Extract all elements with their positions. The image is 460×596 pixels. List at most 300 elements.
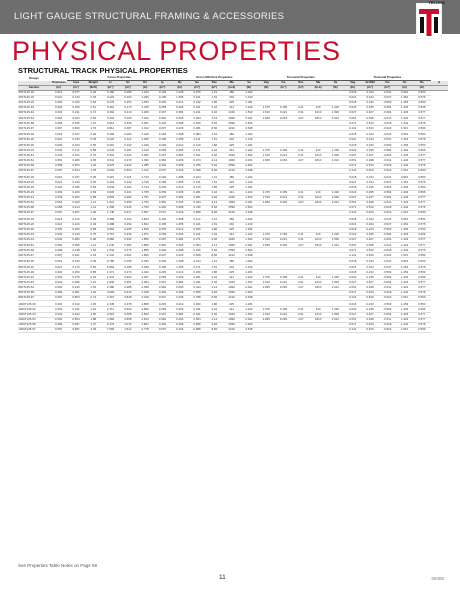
value-cell: 1.455 — [171, 138, 188, 143]
value-cell: 1.91 — [85, 290, 102, 295]
subheader-cell: Thickness — [51, 80, 66, 85]
value-cell: 0.577 — [413, 317, 430, 322]
value-cell: 2.367 — [136, 275, 153, 280]
value-cell: 0.60 — [85, 265, 102, 270]
value-cell: 2.42 — [206, 275, 223, 280]
value-cell: 0.161 — [188, 105, 205, 110]
value-cell: 414 — [223, 275, 240, 280]
value-cell: 0.566 — [413, 275, 430, 280]
value-cell: 204 — [223, 138, 240, 143]
value-cell: 2590 — [223, 290, 240, 295]
value-cell: 2.813 — [136, 317, 153, 322]
value-cell: 0.159 — [275, 232, 292, 237]
value-cell: 1.133 — [240, 265, 257, 270]
value-cell: 1.220 — [327, 148, 344, 153]
value-cell: 0.071 — [344, 205, 361, 210]
value-cell: 0.577 — [413, 110, 430, 115]
value-cell: 1.385 — [136, 163, 153, 168]
value-cell: 0.335 — [361, 275, 378, 280]
value-cell: 1.133 — [240, 222, 257, 227]
value-cell: 0.440 — [154, 248, 171, 253]
value-cell: 1.222 — [240, 105, 257, 110]
value-cell: 0.284 — [67, 238, 84, 243]
value-cell: 0.141 — [344, 168, 361, 173]
value-cell: 0.097 — [50, 210, 67, 215]
value-cell: 0.384 — [171, 110, 188, 115]
value-cell: 0.577 — [413, 312, 430, 317]
value-cell: 1.541 — [102, 275, 119, 280]
value-cell: 0.068 — [50, 163, 67, 168]
value-cell: 2.820 — [136, 307, 153, 312]
value-cell: 1.404 — [396, 232, 413, 237]
value-cell: 0.803 — [102, 195, 119, 200]
value-cell: 0.407 — [361, 238, 378, 243]
value-cell: 0.112 — [119, 138, 136, 143]
value-cell: 0.245 — [154, 185, 171, 190]
value-cell: 0.448 — [67, 248, 84, 253]
value-cell: 0.222 — [119, 153, 136, 158]
value-cell: 1.453 — [396, 302, 413, 307]
value-cell: 4210 — [223, 210, 240, 215]
value-cell: 1.022 — [240, 218, 257, 223]
value-cell: -0.547 — [379, 265, 396, 270]
value-cell: 1.500 — [327, 312, 344, 317]
section-name-cell: 400T125-54 — [18, 158, 50, 163]
value-cell: 0.261 — [188, 275, 205, 280]
value-cell: -0.604 — [379, 110, 396, 115]
value-cell: 1.21 — [206, 175, 223, 180]
value-cell: 0.221 — [275, 280, 292, 285]
value-cell: 0.230 — [188, 270, 205, 275]
value-cell: 414 — [223, 105, 240, 110]
value-cell: 0.412 — [171, 185, 188, 190]
value-cell: -0.563 — [379, 100, 396, 105]
value-cell: 4.14 — [206, 200, 223, 205]
value-cell: 0.498 — [361, 116, 378, 121]
value-cell: 0.033 — [50, 105, 67, 110]
value-cell: 0.426 — [171, 295, 188, 300]
value-cell: 3.648 — [240, 126, 257, 131]
value-cell: 410 — [309, 275, 326, 280]
value-cell: 0.325 — [188, 121, 205, 126]
value-cell: 0.330 — [119, 121, 136, 126]
value-cell: 0.576 — [413, 290, 430, 295]
value-cell: 0.858 — [119, 317, 136, 322]
value-cell: 0.344 — [361, 95, 378, 100]
value-cell: 1.404 — [396, 148, 413, 153]
value-cell: 1.455 — [171, 265, 188, 270]
value-cell: 0.637 — [154, 210, 171, 215]
value-cell — [275, 327, 292, 332]
value-cell: 0.440 — [154, 163, 171, 168]
value-cell: -0.618 — [379, 248, 396, 253]
value-cell: 1.500 — [327, 238, 344, 243]
value-cell: 1.12 — [85, 200, 102, 205]
value-cell: 0.159 — [275, 190, 292, 195]
value-cell: 1.86 — [206, 100, 223, 105]
value-cell: 0.503 — [119, 168, 136, 173]
value-cell: 1.424 — [396, 158, 413, 163]
unit-cell: (in) — [171, 85, 188, 90]
value-cell: 0.221 — [275, 312, 292, 317]
value-cell: 0.598 — [188, 210, 205, 215]
value-cell: 0.576 — [413, 95, 430, 100]
value-cell: 0.354 — [188, 243, 205, 248]
value-cell: 1.181 — [240, 227, 257, 232]
value-cell: 0.487 — [119, 126, 136, 131]
value-cell: 1.376 — [258, 105, 275, 110]
value-cell: 0.307 — [154, 312, 171, 317]
value-cell: 410 — [309, 232, 326, 237]
value-cell: 1.500 — [327, 110, 344, 115]
value-cell: 1.424 — [396, 243, 413, 248]
value-cell: 0.051 — [344, 158, 361, 163]
unit-cell: (lb/ft) — [85, 85, 102, 90]
subheader-cell: Ixe — [275, 81, 292, 86]
value-cell: 1.393 — [136, 153, 153, 158]
value-cell: 0.054 — [50, 158, 67, 163]
value-cell: 0.022 — [344, 148, 361, 153]
value-cell: 0.033 — [50, 148, 67, 153]
value-cell: 1.442 — [396, 163, 413, 168]
value-cell: 1.021 — [102, 200, 119, 205]
section-name-cell: 362T125-68 — [18, 121, 50, 126]
value-cell: 2.021 — [240, 200, 257, 205]
value-cell: 1040 — [223, 312, 240, 317]
unit-cell: (in⁴) — [102, 85, 119, 90]
value-cell: 0.116 — [119, 175, 136, 180]
value-cell: 4.07 — [292, 116, 309, 121]
value-cell: 0.018 — [344, 185, 361, 190]
value-cell: -0.618 — [379, 163, 396, 168]
value-cell: 1.376 — [258, 275, 275, 280]
value-cell: 1.404 — [396, 307, 413, 312]
section-name-cell: 550T125-54 — [18, 200, 50, 205]
value-cell: 1.21 — [85, 243, 102, 248]
value-cell: -0.594 — [379, 190, 396, 195]
value-cell: 0.96 — [85, 238, 102, 243]
value-cell: 0.159 — [275, 275, 292, 280]
value-cell: -0.604 — [379, 238, 396, 243]
value-cell: 0.250 — [67, 270, 84, 275]
value-cell: 0.440 — [154, 121, 171, 126]
value-cell: 1.20 — [85, 163, 102, 168]
value-cell: 1.398 — [171, 260, 188, 265]
value-cell: 2.021 — [240, 243, 257, 248]
value-cell: 0.331 — [188, 280, 205, 285]
value-cell: 5.62 — [206, 290, 223, 295]
value-cell: 0.245 — [154, 227, 171, 232]
unit-cell: (lb) — [258, 85, 275, 90]
value-cell: 2.021 — [327, 158, 344, 163]
value-cell: 0.150 — [67, 105, 84, 110]
value-cell: 0.426 — [171, 210, 188, 215]
value-cell: 0.261 — [188, 195, 205, 200]
section-name-cell: 400T125-33 — [18, 148, 50, 153]
value-cell: 0.553 — [413, 270, 430, 275]
value-cell: 0.068 — [50, 248, 67, 253]
value-cell: 1.376 — [258, 148, 275, 153]
value-cell: 0.076 — [188, 90, 205, 95]
section-name-cell: 800T125-18 — [18, 260, 50, 265]
value-cell: 1.516 — [258, 280, 275, 285]
unit-cell: (in⁴) — [275, 85, 292, 90]
value-cell: 0.398 — [171, 163, 188, 168]
value-cell: 0.405 — [171, 200, 188, 205]
value-cell: -0.547 — [379, 222, 396, 227]
value-cell: 410 — [309, 190, 326, 195]
value-cell: 1.86 — [206, 270, 223, 275]
value-cell: 180 — [223, 90, 240, 95]
value-cell: 180 — [223, 260, 240, 265]
value-cell: 2.348 — [136, 290, 153, 295]
value-cell: 0.221 — [275, 153, 292, 158]
value-cell: 4.07 — [292, 158, 309, 163]
value-cell: 0.205 — [119, 227, 136, 232]
value-cell: 0.391 — [119, 280, 136, 285]
value-cell: 3.39 — [85, 327, 102, 332]
value-cell: 0.221 — [275, 110, 292, 115]
value-cell: 1.429 — [136, 143, 153, 148]
value-cell: 0.543 — [361, 121, 378, 126]
value-cell: 1.376 — [258, 232, 275, 237]
value-cell: 2.524 — [240, 205, 257, 210]
value-cell: 8.66 — [206, 210, 223, 215]
value-cell: 0.021 — [344, 95, 361, 100]
value-cell: 1.522 — [240, 238, 257, 243]
value-cell: 1.354 — [136, 100, 153, 105]
value-cell: 0.027 — [344, 312, 361, 317]
unit-cell: (in⁴) — [188, 85, 205, 90]
value-cell: 0.576 — [413, 138, 430, 143]
value-cell: 0.245 — [154, 270, 171, 275]
value-cell: 0.107 — [67, 175, 84, 180]
group-header-gross: Gross Properties — [67, 76, 171, 81]
value-cell: 4210 — [223, 126, 240, 131]
value-cell: -0.641 — [379, 260, 396, 265]
value-cell: 225 — [223, 185, 240, 190]
value-cell: 2.42 — [206, 105, 223, 110]
value-cell: 0.171 — [188, 265, 205, 270]
value-cell: 1010 — [309, 153, 326, 158]
value-cell: 410 — [309, 105, 326, 110]
value-cell: 180 — [223, 175, 240, 180]
value-cell: 204 — [223, 95, 240, 100]
value-cell: 0.398 — [171, 121, 188, 126]
value-cell: -0.611 — [379, 285, 396, 290]
value-cell: 1010 — [309, 195, 326, 200]
section-name-cell: 800T125-33 — [18, 275, 50, 280]
value-cell: 0.543 — [361, 248, 378, 253]
value-cell: 0.398 — [171, 248, 188, 253]
value-cell: 0.63 — [85, 185, 102, 190]
value-cell: 0.810 — [361, 253, 378, 258]
value-cell: 0.156 — [102, 90, 119, 95]
value-cell: 1.398 — [171, 133, 188, 138]
value-cell: 1.268 — [102, 205, 119, 210]
value-cell: 0.027 — [344, 110, 361, 115]
value-cell: -0.594 — [379, 232, 396, 237]
value-cell: 1.424 — [396, 317, 413, 322]
value-cell: 3.31 — [292, 238, 309, 243]
value-cell: -0.563 — [379, 302, 396, 307]
value-cell: 0.104 — [119, 95, 136, 100]
value-cell: 1.133 — [240, 180, 257, 185]
value-cell: 0.421 — [188, 312, 205, 317]
value-cell: 0.767 — [102, 232, 119, 237]
subheader-cell: Sxe — [206, 81, 223, 86]
unit-cell: (lb) — [327, 85, 344, 90]
section-name-cell: 600T125-33 — [18, 232, 50, 237]
value-cell: 0.637 — [154, 168, 171, 173]
value-cell: 0.030 — [50, 143, 67, 148]
logo-text: TELLING — [428, 1, 445, 5]
value-cell: 0.071 — [344, 248, 361, 253]
value-cell: 0.022 — [344, 105, 361, 110]
value-cell: 0.51 — [85, 105, 102, 110]
value-cell: 1.841 — [136, 222, 153, 227]
value-cell: 0.236 — [119, 232, 136, 237]
value-cell: 0.290 — [188, 302, 205, 307]
value-cell: 0.381 — [154, 200, 171, 205]
value-cell: 0.307 — [154, 238, 171, 243]
value-cell: 0.018 — [344, 143, 361, 148]
value-cell: 0.019 — [50, 90, 67, 95]
value-cell: 0.961 — [396, 90, 413, 95]
subheader-cell: Vag — [258, 81, 275, 86]
value-cell: 2.021 — [240, 285, 257, 290]
value-cell: 1.516 — [258, 238, 275, 243]
value-cell: 0.617 — [119, 210, 136, 215]
value-cell: 1.51 — [206, 180, 223, 185]
value-cell: 1.022 — [240, 133, 257, 138]
value-cell: 0.335 — [361, 307, 378, 312]
value-cell: 2.21 — [292, 275, 309, 280]
value-cell: 0.576 — [413, 205, 430, 210]
value-cell: 0.391 — [102, 110, 119, 115]
value-cell: 1.516 — [258, 195, 275, 200]
value-cell: 0.233 — [361, 185, 378, 190]
value-cell: 0.097 — [50, 168, 67, 173]
section-name-cell: 600T125-54 — [18, 243, 50, 248]
value-cell: 0.077 — [67, 90, 84, 95]
value-cell: 0.553 — [413, 185, 430, 190]
value-cell: 1040 — [223, 280, 240, 285]
value-cell: 0.498 — [361, 285, 378, 290]
value-cell: 0.221 — [188, 153, 205, 158]
value-cell: 2.524 — [240, 121, 257, 126]
value-cell: 0.027 — [344, 280, 361, 285]
value-cell: 0.194 — [361, 175, 378, 180]
value-cell: 0.431 — [102, 153, 119, 158]
value-cell: 0.132 — [188, 100, 205, 105]
value-cell: 180 — [223, 218, 240, 223]
section-name-cell: 400T125-68 — [18, 163, 50, 168]
value-cell: 3.515 — [102, 312, 119, 317]
value-cell: 0.89 — [85, 195, 102, 200]
value-cell: 2.524 — [240, 290, 257, 295]
value-cell: 2590 — [223, 322, 240, 327]
value-cell: 0.192 — [119, 185, 136, 190]
value-cell: 0.019 — [50, 260, 67, 265]
section-name-cell: 550T125-68 — [18, 205, 50, 210]
value-cell: 3.31 — [292, 280, 309, 285]
value-cell: 1.360 — [136, 110, 153, 115]
section-name-cell: 800T125-68 — [18, 290, 50, 295]
value-cell: 0.566 — [413, 232, 430, 237]
value-cell: 0.071 — [344, 121, 361, 126]
value-cell: 0.49 — [85, 260, 102, 265]
value-cell: 0.696 — [188, 322, 205, 327]
value-cell: 0.144 — [188, 260, 205, 265]
value-cell: 0.030 — [50, 227, 67, 232]
value-cell: 1.855 — [136, 248, 153, 253]
banner-title: LIGHT GAUGE STRUCTURAL FRAMING & ACCESSORIES — [14, 11, 285, 22]
value-cell: 0.027 — [344, 195, 361, 200]
value-cell: 1.51 — [206, 222, 223, 227]
value-cell: 1.424 — [396, 285, 413, 290]
value-cell: 204 — [223, 222, 240, 227]
value-cell: -0.618 — [379, 205, 396, 210]
value-cell: 0.398 — [171, 322, 188, 327]
value-cell: 1.845 — [258, 200, 275, 205]
value-cell: 0.027 — [344, 153, 361, 158]
value-cell: 0.553 — [413, 90, 430, 95]
value-cell: 1.220 — [327, 190, 344, 195]
group-header-design: Design — [29, 76, 39, 80]
value-cell: 0.982 — [102, 238, 119, 243]
value-cell: 0.264 — [67, 116, 84, 121]
value-cell: 1.510 — [396, 210, 413, 215]
subheader-cell: β — [431, 81, 448, 86]
value-cell: 1.455 — [171, 95, 188, 100]
value-cell: 0.488 — [102, 222, 119, 227]
value-cell: 3.31 — [292, 110, 309, 115]
value-cell: 0.181 — [119, 148, 136, 153]
value-cell: 1.78 — [85, 168, 102, 173]
value-cell: 1.51 — [206, 95, 223, 100]
value-cell: 2.42 — [206, 190, 223, 195]
value-cell: 3.46 — [206, 153, 223, 158]
value-cell: 414 — [223, 307, 240, 312]
value-cell: 2590 — [223, 248, 240, 253]
section-name-cell: 362T125-33 — [18, 105, 50, 110]
value-cell: 0.607 — [67, 210, 84, 215]
section-name-cell: 400T125-43 — [18, 153, 50, 158]
value-cell: 4.384 — [102, 317, 119, 322]
section-name-cell: 1000T125-54 — [18, 317, 50, 322]
value-cell: 2590 — [223, 163, 240, 168]
value-cell: 0.45 — [85, 138, 102, 143]
value-cell: 0.195 — [154, 138, 171, 143]
value-cell: 0.259 — [154, 275, 171, 280]
value-cell: 2.18 — [85, 253, 102, 258]
value-cell: 4.14 — [206, 317, 223, 322]
value-cell: 0.331 — [188, 307, 205, 312]
value-cell: 0.165 — [119, 260, 136, 265]
value-cell: 0.405 — [171, 148, 188, 153]
value-cell: 204 — [223, 265, 240, 270]
value-cell: 0.111 — [188, 138, 205, 143]
value-cell: 0.615 — [102, 121, 119, 126]
value-cell: 2.318 — [136, 295, 153, 300]
value-cell: 0.789 — [102, 260, 119, 265]
value-cell: 1.512 — [119, 327, 136, 332]
value-cell: 0.018 — [344, 90, 361, 95]
value-cell: 1.453 — [396, 270, 413, 275]
value-cell: 0.498 — [361, 158, 378, 163]
value-cell: 1.022 — [240, 90, 257, 95]
